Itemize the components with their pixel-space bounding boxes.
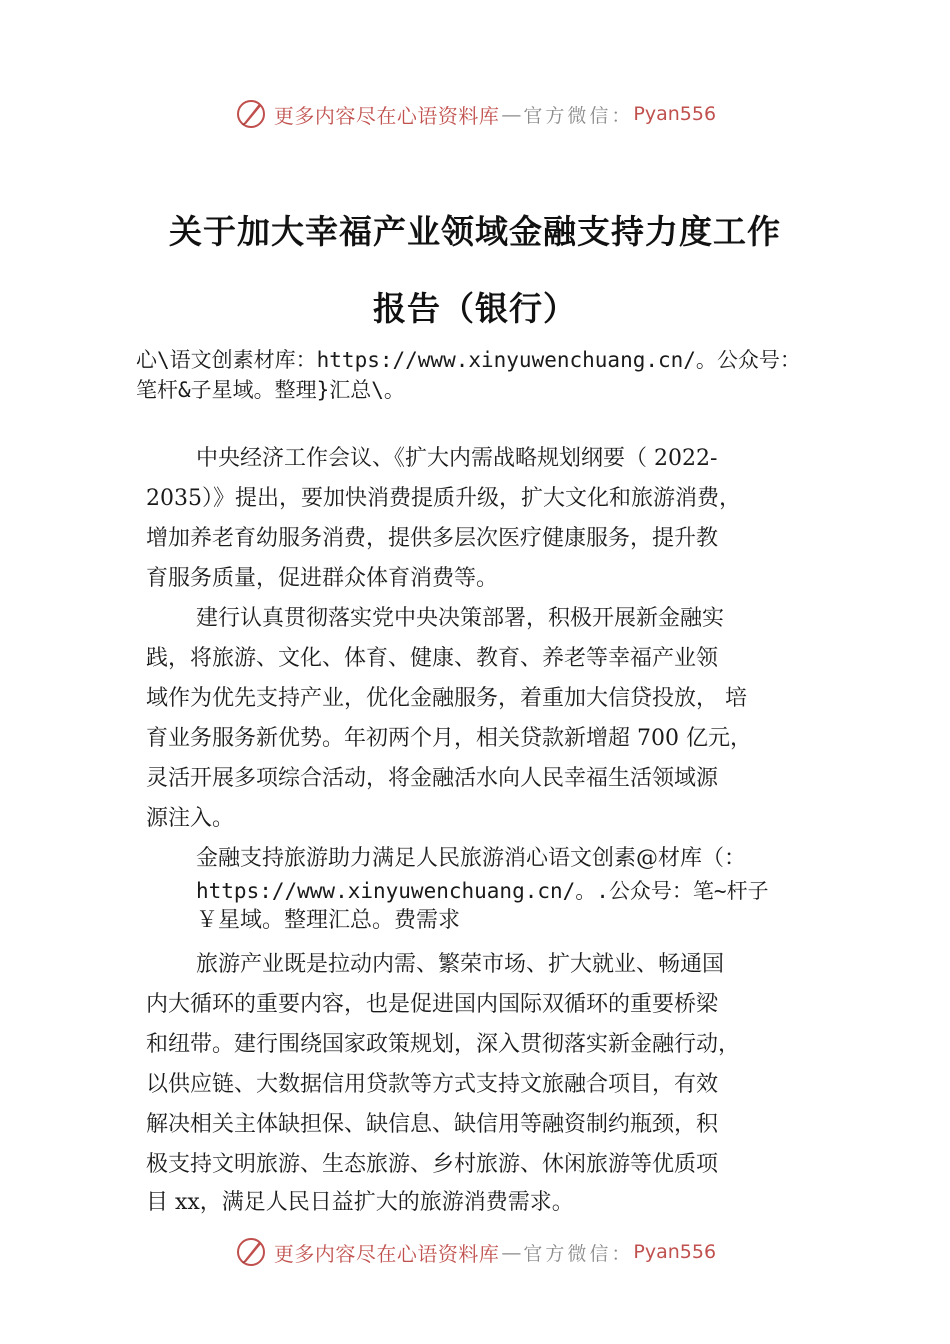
paragraph-1-line: 中央经济工作会议、《扩大内需战略规划纲要（ 2022-	[196, 446, 718, 471]
paragraph-3-line: 解决相关主体缺担保、缺信息、缺信用等融资制约瓶颈，积	[146, 1112, 719, 1137]
paragraph-3-line: 和纽带。建行围绕国家政策规划，深入贯彻落实新金融行动，	[146, 1032, 741, 1057]
section-heading-line: 金融支持旅游助力满足人民旅游消心语文创素@材库（：	[196, 846, 747, 871]
banner-wechat-label: 官方微信：	[523, 104, 634, 127]
paragraph-2-line: 源注入。	[146, 806, 235, 831]
paragraph-3-line: 目 xx，满足人民日益扩大的旅游消费需求。	[146, 1190, 574, 1215]
banner-wechat-id: Pyan556	[633, 103, 717, 125]
paragraph-2-line: 育业务服务新优势。年初两个月，相关贷款新增超 700 亿元，	[146, 726, 752, 751]
section-heading-line: https://www.xinyuwenchuang.cn/。.公众号：笔~杆子	[196, 879, 769, 903]
footer-banner	[0, 1230, 950, 1274]
banner-wechat-id: Pyan556	[633, 1241, 717, 1263]
banner-main-text: 更多内容尽在心语资料库	[273, 103, 500, 128]
banner-main-text: 更多内容尽在心语资料库	[273, 1241, 500, 1266]
paragraph-3-line: 旅游产业既是拉动内需、繁荣市场、扩大就业、畅通国	[196, 952, 725, 977]
paragraph-2-line: 践，将旅游、文化、体育、健康、教育、养老等幸福产业领	[146, 646, 719, 671]
banner-wechat-label: 官方微信：	[523, 1242, 634, 1265]
header-banner	[0, 92, 950, 136]
quill-logo-icon	[234, 1235, 268, 1269]
paragraph-2-line: 域作为优先支持产业，优化金融服务，着重加大信贷投放， 培	[146, 686, 747, 711]
paragraph-3-line: 内大循环的重要内容，也是促进国内国际双循环的重要桥梁	[146, 992, 719, 1017]
quill-logo-icon	[234, 97, 268, 131]
banner-separator: —	[501, 102, 522, 126]
banner-separator: —	[501, 1240, 522, 1264]
paragraph-2-line: 灵活开展多项综合活动，将金融活水向人民幸福生活领域源	[146, 766, 719, 791]
document-title-line-1: 关于加大幸福产业领域金融支持力度工作	[169, 212, 781, 251]
paragraph-2-line: 建行认真贯彻落实党中央决策部署，积极开展新金融实	[196, 606, 725, 631]
paragraph-1-line: 2035）》提出，要加快消费提质升级，扩大文化和旅游消费，	[146, 486, 741, 511]
source-note-line: 心\语文创素材库：https://www.xinyuwenchuang.cn/。公众号：	[136, 348, 801, 372]
paragraph-3-line: 极支持文明旅游、生态旅游、乡村旅游、休闲旅游等优质项	[146, 1152, 719, 1177]
paragraph-1-line: 育服务质量，促进群众体育消费等。	[146, 566, 499, 591]
paragraph-3-line: 以供应链、大数据信用贷款等方式支持文旅融合项目，有效	[146, 1072, 719, 1097]
document-title-line-2: 报告（银行）	[373, 289, 577, 328]
source-note-line: 笔杆&子星域。整理}汇总\。	[136, 378, 405, 402]
section-heading-line: ￥星域。整理汇总。费需求	[196, 908, 461, 933]
paragraph-1-line: 增加养老育幼服务消费，提供多层次医疗健康服务，提升教	[146, 526, 719, 551]
